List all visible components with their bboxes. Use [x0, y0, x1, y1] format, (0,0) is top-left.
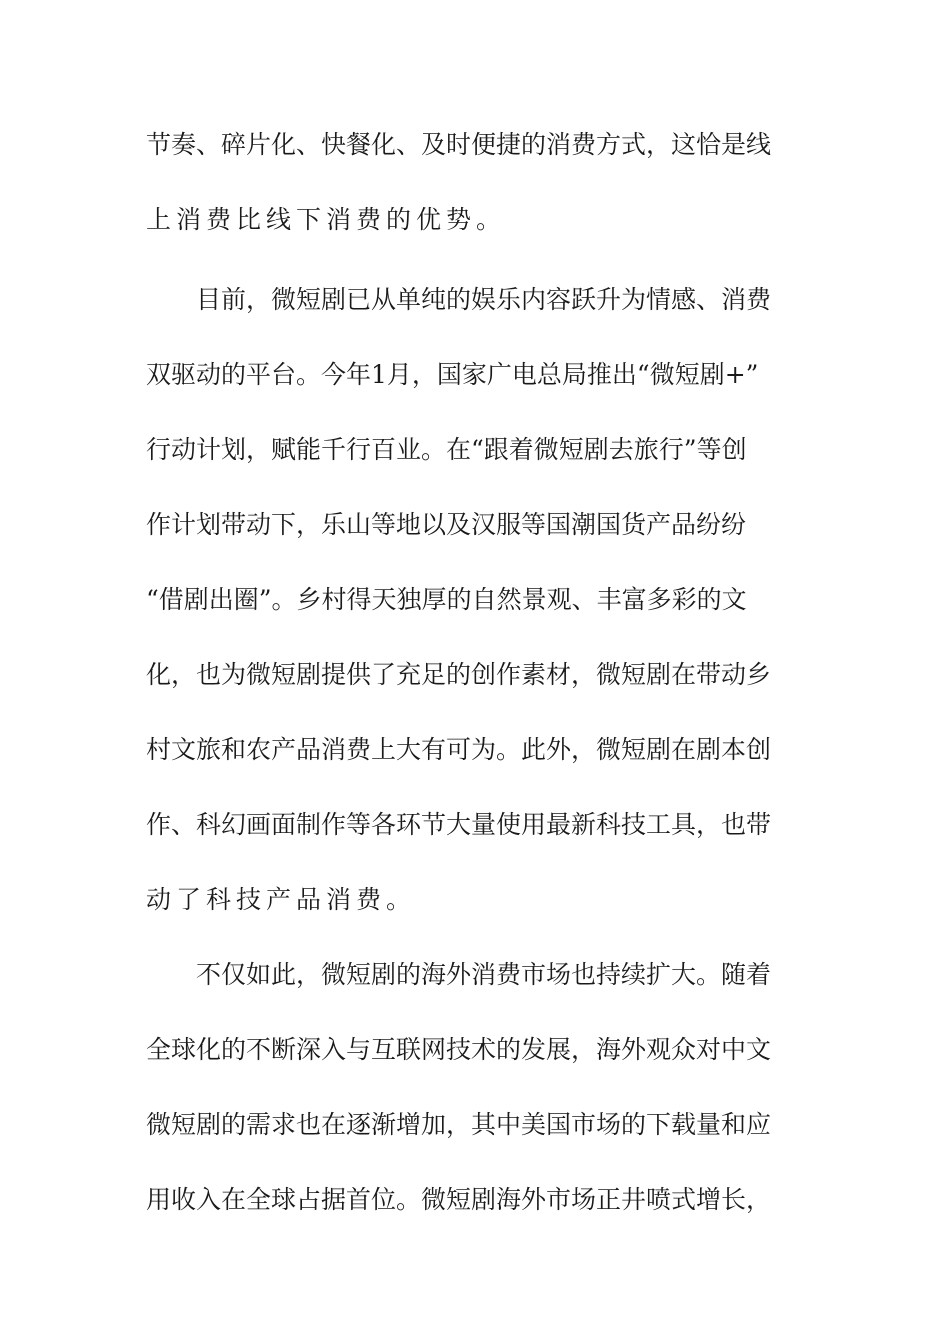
paragraph-start-line: 不仅如此，微短剧的海外消费市场也持续扩大。随着: [196, 960, 772, 989]
text-line: 微短剧的需求也在逐渐增加，其中美国市场的下载量和应: [146, 1110, 772, 1139]
text-line: 作计划带动下，乐山等地以及汉服等国潮国货产品纷纷: [146, 510, 747, 539]
text-line: 节奏、碎片化、快餐化、及时便捷的消费方式，这恰是线: [146, 130, 772, 159]
text-line: 行动计划，赋能千行百业。在“跟着微短剧去旅行”等创: [146, 435, 747, 464]
text-line: 动了科技产品消费。: [146, 885, 417, 914]
text-line: 用收入在全球占据首位。微短剧海外市场正井喷式增长，: [146, 1185, 772, 1214]
text-line: 双驱动的平台。今年1月，国家广电总局推出“微短剧+”: [146, 360, 759, 389]
text-line: 上消费比线下消费的优势。: [146, 205, 507, 234]
text-line: “借剧出圈”。乡村得天独厚的自然景观、丰富多彩的文: [146, 585, 747, 614]
text-line: 作、科幻画面制作等各环节大量使用最新科技工具，也带: [146, 810, 772, 839]
paragraph-start-line: 目前，微短剧已从单纯的娱乐内容跃升为情感、消费: [196, 285, 772, 314]
text-line: 全球化的不断深入与互联网技术的发展，海外观众对中文: [146, 1035, 772, 1064]
text-line: 村文旅和农产品消费上大有可为。此外，微短剧在剧本创: [146, 735, 772, 764]
text-line: 化，也为微短剧提供了充足的创作素材，微短剧在带动乡: [146, 660, 772, 689]
